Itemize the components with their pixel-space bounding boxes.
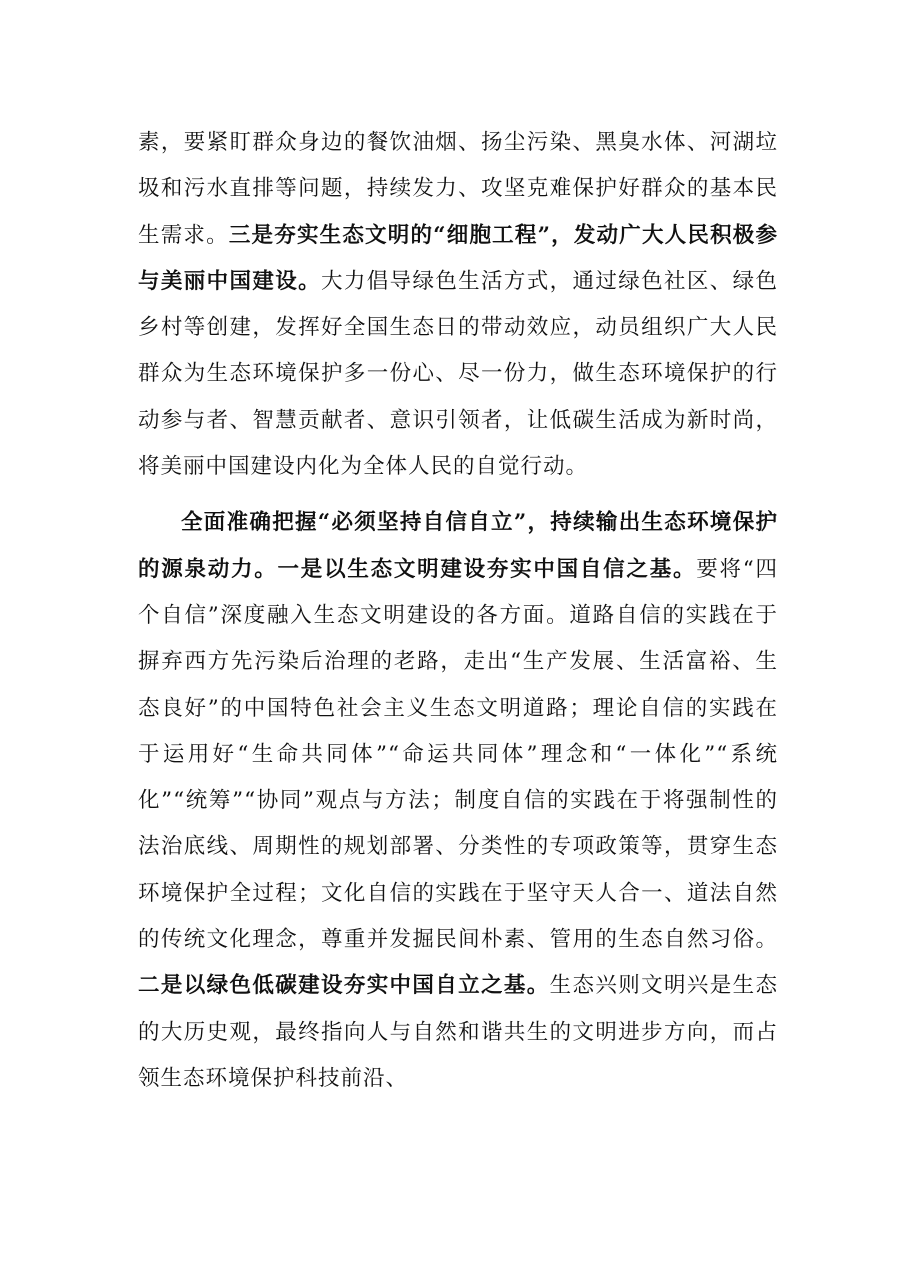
document-body	[138, 120, 778, 1102]
paragraph-2-text-1: 要将“四个自信”深度融入生态文明建设的各方面。道路自信的实践在于摒弃西方先污染后治理的老路，走出“生产发展、生活富裕、生态良好”的中国特色社会主义生态文明道路；理论自信的实践在于运用好“生命共同体”“命运共同体”理念和“一体化”“系统化”“统筹”“协同”观点与方法；制度自信的实践在于将强制性的法治底线、周期性的规划部署、分类性的专项政策等，贯穿生态环境保护全过程；文化自信的实践在于坚守天人合一、道法自然的传统文化理念，尊重并发掘民间朴素、管用的生态自然习俗。	[138, 556, 778, 953]
paragraph-1	[138, 120, 778, 490]
paragraph-2	[138, 500, 778, 1102]
paragraph-1-text-1: 素，要紧盯群众身边的餐饮油烟、扬尘污染、黑臭水体、河湖垃圾和污水直排等问题，持续发力、攻坚克难保护好群众的基本民生需求。	[138, 130, 778, 248]
paragraph-1-bold-heading: 三是夯实生态文明的“细胞工程”，发动广大人民积极参与美丽中国建设。	[138, 222, 778, 294]
paragraph-1-text-2: 大力倡导绿色生活方式，通过绿色社区、绿色乡村等创建，发挥好全国生态日的带动效应，动员组织广大人民群众为生态环境保护多一份心、尽一份力，做生态环境保护的行动参与者、智慧贡献者、意识引领者，让低碳生活成为新时尚，将美丽中国建设内化为全体人民的自觉行动。	[138, 268, 778, 480]
paragraph-2-bold-heading-1: 全面准确把握“必须坚持自信自立”，持续输出生态环境保护的源泉动力。一是以生态文明建设夯实中国自信之基。	[138, 510, 778, 582]
paragraph-2-text-2: 生态兴则文明兴是生态的大历史观，最终指向人与自然和谐共生的文明进步方向，而占领生态环境保护科技前沿、	[138, 973, 778, 1091]
paragraph-2-bold-heading-2: 二是以绿色低碳建设夯实中国自立之基。	[138, 973, 550, 999]
